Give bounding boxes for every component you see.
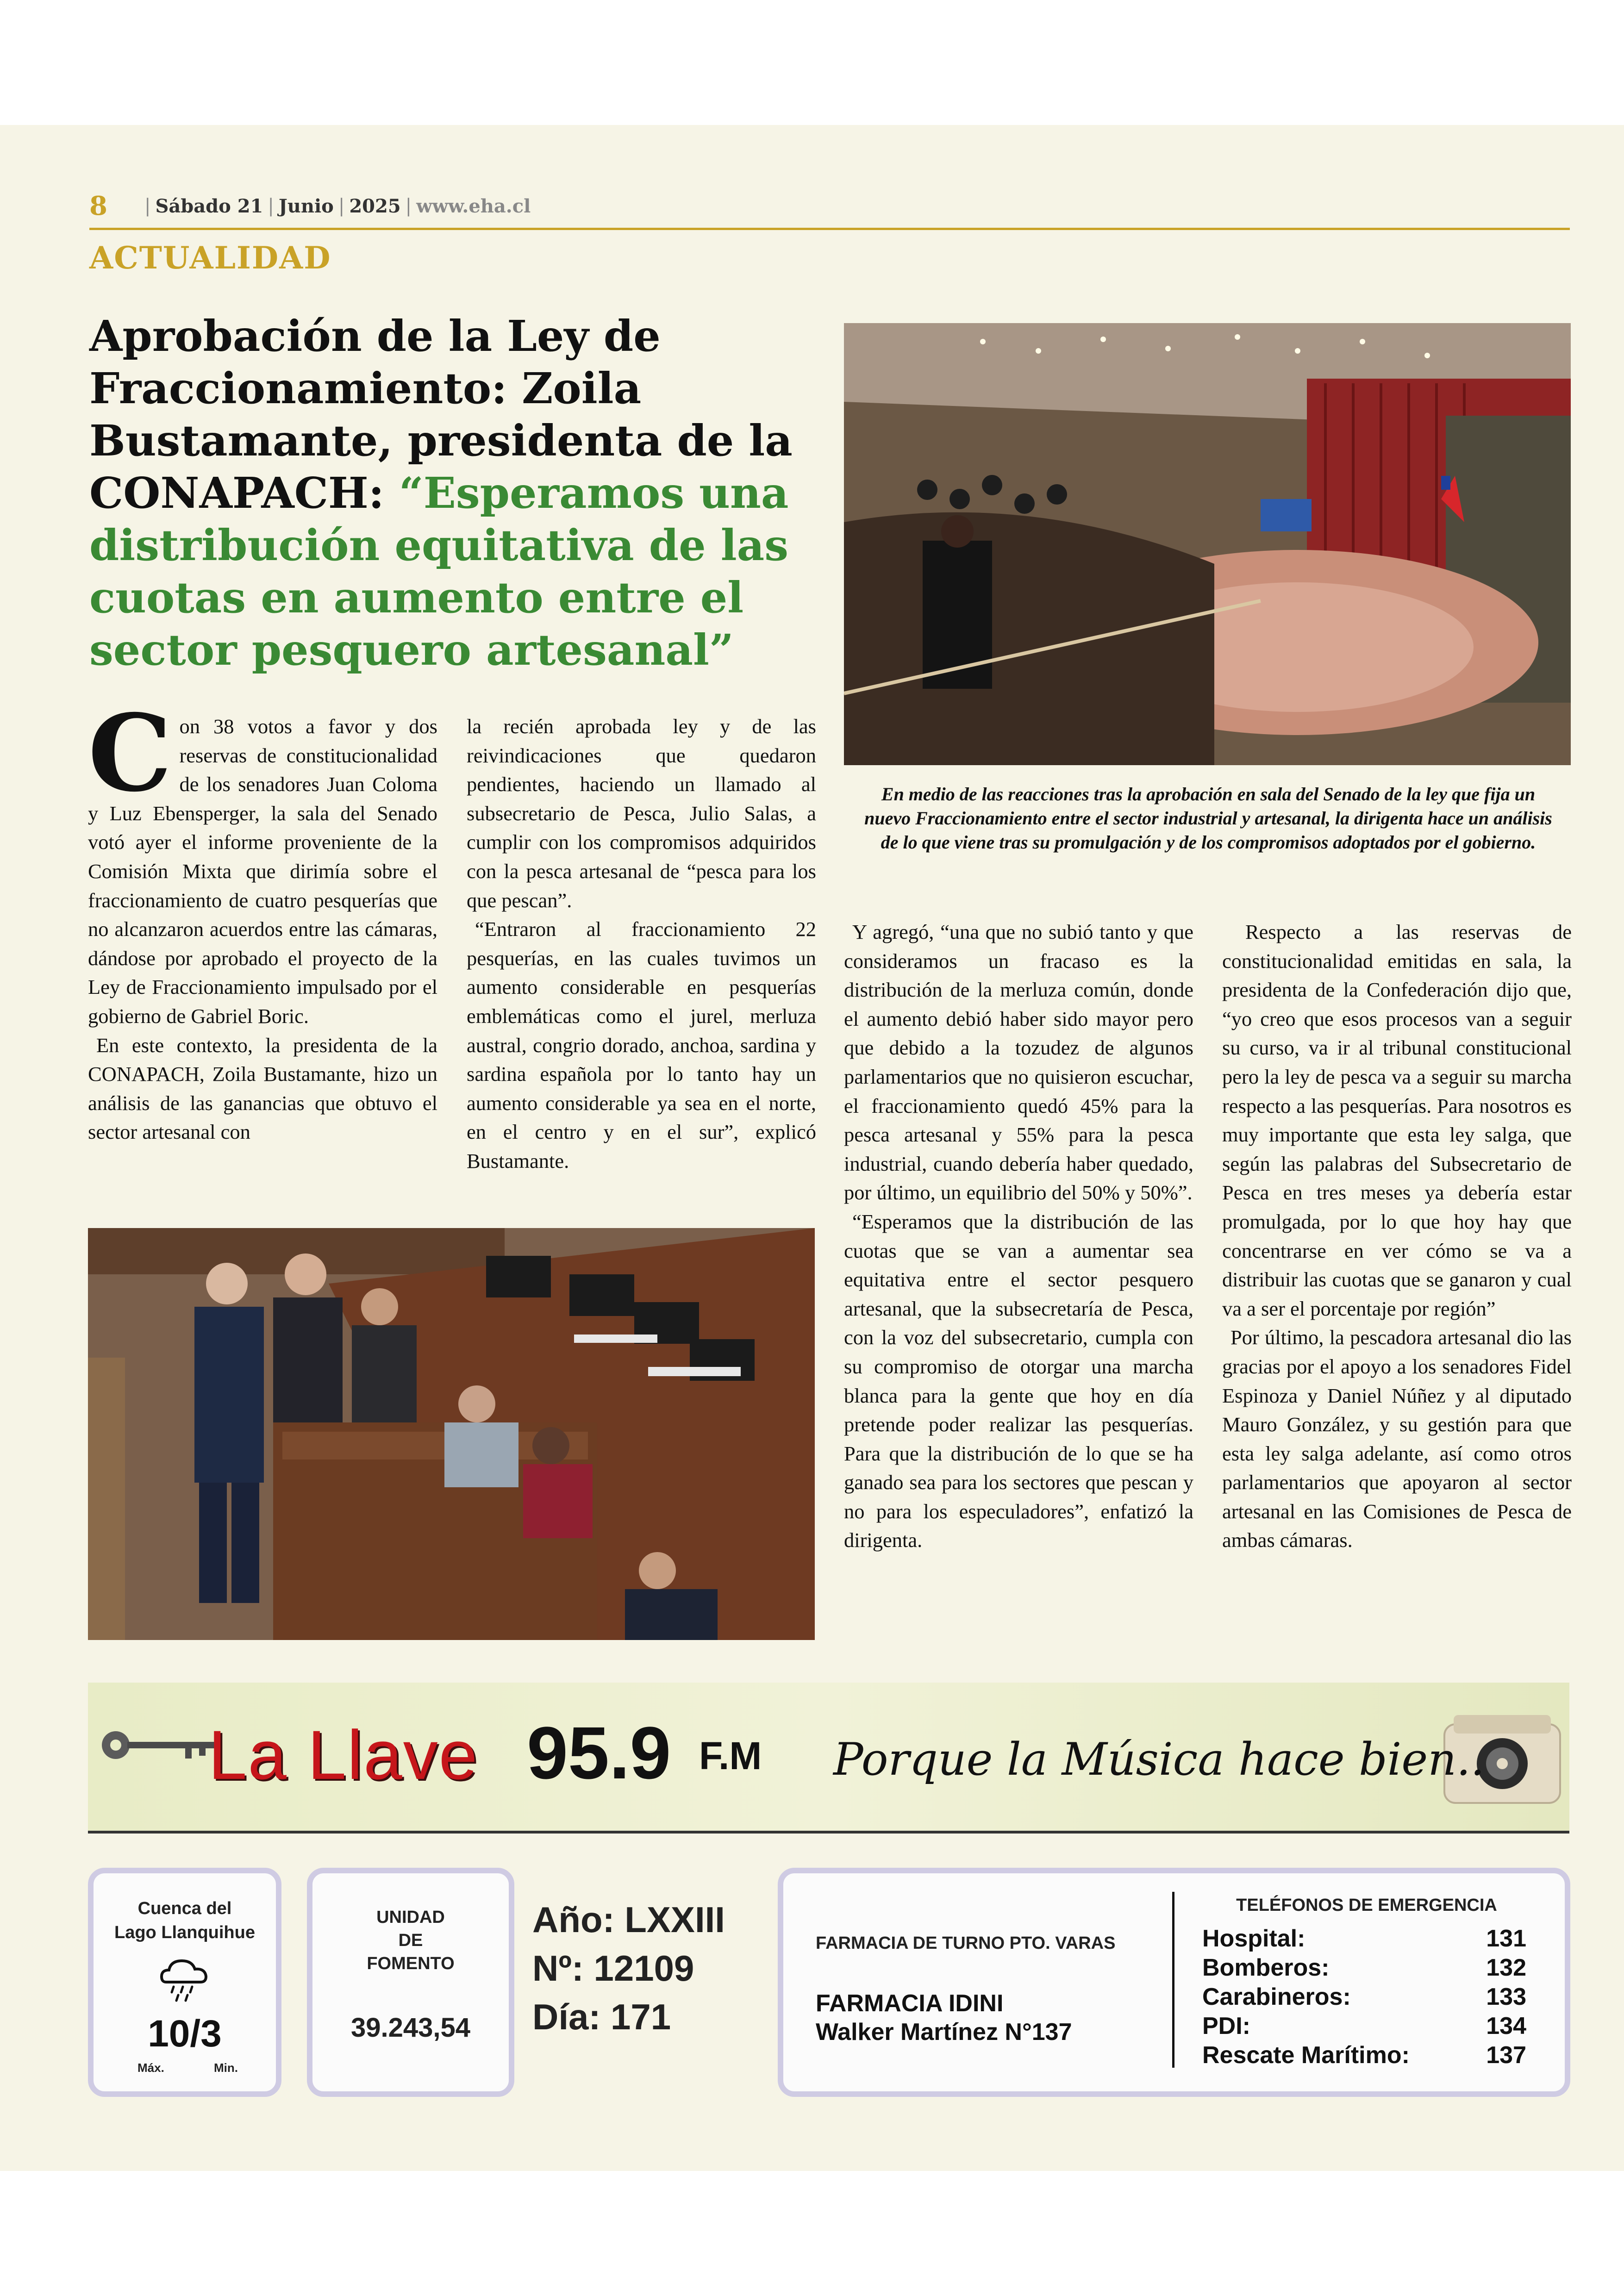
weather-location: Cuenca del [137, 1899, 232, 1918]
uf-box [307, 1868, 514, 2097]
emergency-row: Hospital: 131 [1202, 1925, 1526, 1952]
section-label: ACTUALIDAD [89, 240, 331, 276]
newspaper-page [0, 125, 1624, 2171]
weather-box [88, 1868, 281, 2097]
headline-main: Aprobación de la Ley de Fraccionamiento: Zoila Bustamante, presidenta de la CONAPACH: [89, 311, 793, 518]
radio-frequency: 95.9 [527, 1711, 671, 1794]
uf-value: 39.243,54 [350, 2013, 471, 2043]
emergency-title: TELÉFONOS DE EMERGENCIA [1236, 1896, 1497, 1915]
drop-cap: C [88, 691, 172, 815]
max-label: Máx. [137, 2061, 164, 2075]
paragraph: Respecto a las reservas de constitucionalidad emitidas en sala, la presidenta de la Confederación dijo que, “yo creo que esos procesos van a seguir su curso, va ir al tribunal constitucional pero la ley de pesca va a seguir su marcha respecto a las pesquerías. Para nosotros es muy importante que esta ley salga, que según las palabras del Subsecretario de Pesca en tres meses ya debería estar promulgada, por lo que hoy hay que concentrarse en ver cómo se va a distribuir las cuotas que se ganaron y cual va a ser el porcentaje por región” [1222, 920, 1572, 1320]
header-date-year: 2025 [349, 195, 401, 217]
edition-day: Día: 171 [532, 1996, 671, 2037]
header-date-day: Sábado 21 [155, 195, 263, 217]
paragraph: Con 38 votos a favor y dos reservas de constitucionalidad de los senadores Juan Coloma y Luz Ebensperger, la sala del Senado votó ayer el informe proveniente de la Comisión Mixta que dirimía sobre el fraccionamiento de cuatro pesquerías que no alcanzaron acuerdos entre las cámaras, dándose por aprobado el proyecto de la Ley de Fraccionamiento impulsado por el gobierno de Gabriel Boric. [88, 691, 437, 1028]
radio-name: La Llave [208, 1716, 479, 1794]
uf-label: FOMENTO [367, 1954, 455, 1973]
paragraph: “Esperamos que la distribución de las cuotas que se van a aumentar sea equitativa entre el sector pesquero artesanal, que la subsecretaría de Pesca, con la voz del subsecretario, cumpla con su compromiso de otorgar una marcha blanca para la gente que hoy en día pretende poder realizar las pesquerías. Para que la distribución de lo que se ha ganado sea para los sectores que pescan y no para los especuladores”, enfatizó la dirigenta. [844, 1210, 1193, 1552]
page-header: 8 | Sábado 21 | Junio | 2025 | www.eha.cl [89, 191, 531, 221]
article-column-2 [467, 712, 816, 1176]
pharmacy-address: Walker Martínez N°137 [816, 2019, 1072, 2046]
radio-band: F.M [699, 1734, 762, 1777]
weather-temps: 10/3 [148, 2013, 222, 2055]
edition-info [532, 1896, 725, 2041]
radio-tagline: Porque la Música hace bien.. [833, 1734, 1485, 1785]
senate-chamber-image [844, 323, 1571, 765]
paragraph: En este contexto, la presidenta de la CONAPACH, Zoila Bustamante, hizo un análisis de las ganancias que obtuvo el sector artesanal con [88, 1033, 437, 1144]
uf-label: DE [398, 1931, 423, 1950]
article-column-1 [88, 691, 437, 1147]
emergency-row: Bomberos: 132 [1202, 1954, 1526, 1981]
min-label: Min. [214, 2061, 238, 2075]
paragraph: Y agregó, “una que no subió tanto y que consideramos un fracaso es la distribución de la merluza común, donde el aumento debió haber sido mayor pero que debido a la tozudez de algunos parlamentarios que no quisieron escuchar, el fraccionamiento quedó 45% para la pesca artesanal y 55% para la pesca industrial, cuando debería haber quedado, por último, un equilibrio del 50% y 50%”. [844, 920, 1193, 1204]
box-divider [1172, 1892, 1174, 2068]
emergency-row: Carabineros: 133 [1202, 1983, 1526, 2010]
article-column-3 [844, 917, 1193, 1555]
pharmacy-emergency-box [778, 1868, 1570, 2097]
senators-image [88, 1228, 815, 1640]
pharmacy-name: FARMACIA IDINI [816, 1990, 1004, 2017]
article-column-4 [1222, 917, 1572, 1555]
edition-year: Año: LXXIII [532, 1899, 725, 1940]
paragraph: la recién aprobada ley y de las reivindicaciones que quedaron pendientes, haciendo un llamado al subsecretario de Pesca, Julio Salas, a cumplir con los compromisos adquiridos con la pesca artesanal de “pesca para los que pescan”. [467, 715, 816, 912]
headline-quote: “Esperamos una distribución equitativa de las cuotas en aumento entre el sector pesquero artesanal” [89, 468, 789, 675]
emergency-row: PDI: 134 [1202, 2013, 1526, 2039]
emergency-list [1202, 1924, 1526, 2070]
uf-label: UNIDAD [376, 1908, 445, 1927]
paragraph: “Entraron al fraccionamiento 22 pesquerías, en las cuales tuvimos un aumento considerable en pesquerías emblemáticas como el jurel, merluza austral, congrio dorado, anchoa, sardina y sardina española por lo tanto hay un aumento considerable ya sea en el norte, en el centro y en el sur”, explicó Bustamante. [467, 917, 816, 1172]
senators-photo [88, 1228, 815, 1640]
header-date-month: Junio [278, 195, 334, 217]
pharmacy-title: FARMACIA DE TURNO PTO. VARAS [816, 1933, 1116, 1953]
edition-number: Nº: 12109 [532, 1948, 694, 1989]
key-icon [97, 1720, 218, 1771]
header-divider [89, 228, 1570, 230]
emergency-row: Rescate Marítimo: 137 [1202, 2042, 1526, 2069]
article-headline [89, 310, 821, 676]
senate-chamber-photo [844, 323, 1571, 765]
weather-location: Lago Llanquihue [114, 1923, 255, 1942]
photo-caption: En medio de las reacciones tras la aprobación en sala del Senado de la ley que fija un nuevo Fraccionamiento entre el sector industrial y artesanal, la dirigenta hace un análisis de lo que viene tras su promulgación y de los compromisos adoptados por el gobierno. [864, 784, 1552, 853]
rain-cloud-icon [157, 1954, 212, 2005]
website-link[interactable]: www.eha.cl [416, 195, 531, 217]
page-number: 8 [89, 191, 107, 221]
paragraph: Por último, la pescadora artesanal dio las gracias por el apoyo a los senadores Fidel Espinoza y Daniel Núñez y al diputado Mauro González, y su gestión para que esta ley salga adelante, así como otros parlamentarios que apoyaron al sector artesanal en las Comisiones de Pesca de ambas cámaras. [1222, 1326, 1572, 1552]
